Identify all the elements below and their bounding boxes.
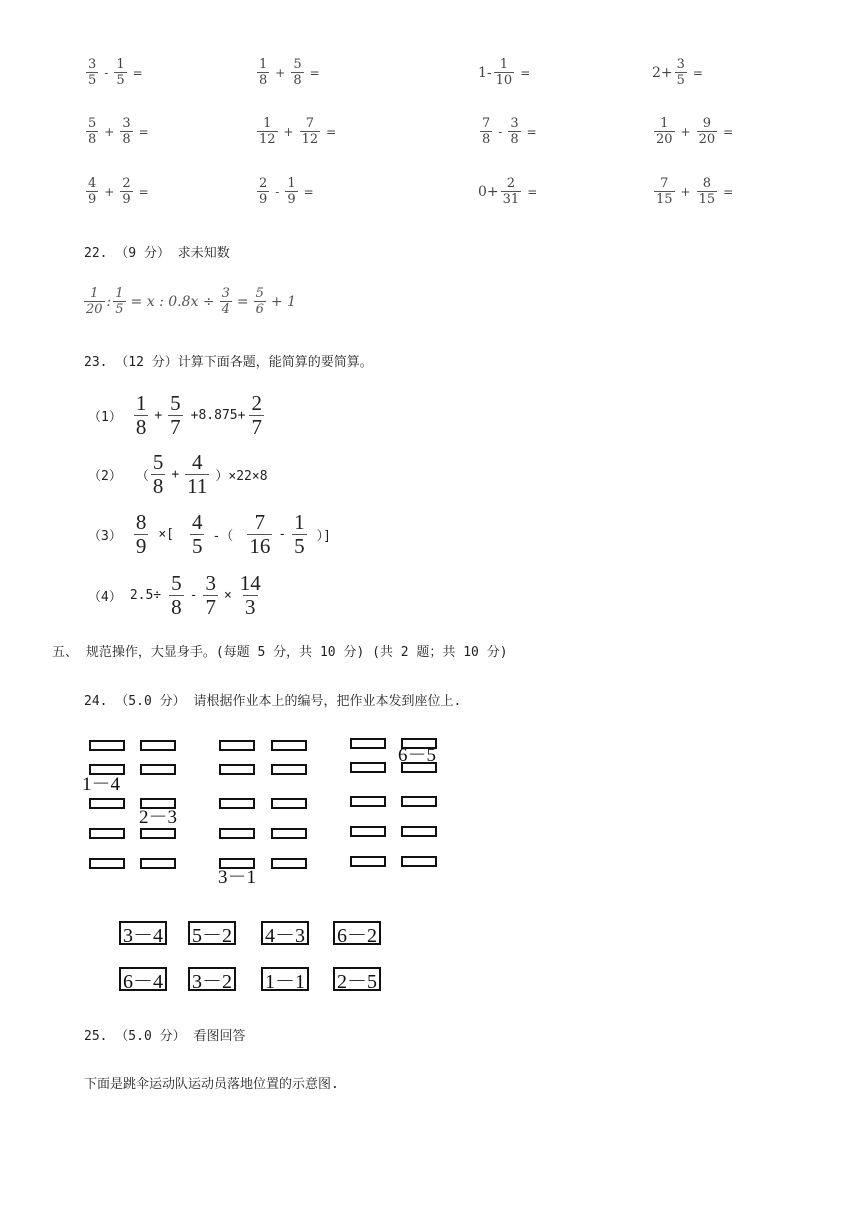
fraction: 4 9 (88, 176, 97, 207)
fraction: $\frac{7}{12}$ (301, 116, 319, 147)
fraction: 1 20 (656, 116, 673, 147)
operator: + (275, 65, 286, 80)
operator: + (680, 184, 691, 199)
fraction: $\frac{2}{31}$ (502, 176, 520, 207)
equals-sign: = (723, 124, 734, 139)
equals-sign: = (326, 124, 337, 139)
desk (219, 798, 255, 809)
homework-book: 6－2 (333, 921, 381, 945)
q22-header: 22. （9 分） 求未知数 (84, 246, 230, 261)
equals-sign: = (132, 65, 143, 80)
operator: + (104, 124, 115, 139)
fraction: $\frac{3}{5}$ (676, 57, 685, 88)
fraction: 2 9 (259, 176, 268, 207)
section-5-header: 五、 规范操作，大显身手。(每题 5 分，共 10 分) (共 2 题；共 10 分) (52, 645, 508, 660)
desk (350, 796, 386, 807)
homework-book: 1－1 (261, 967, 309, 991)
q23-part-4: （4） 2.5÷ $\frac{5}{8}$ - $\frac{3}{7}$ × $\frac{14}{3}$ (88, 571, 261, 619)
equals-sign: = (723, 184, 734, 199)
fraction: 1 12 (259, 116, 276, 147)
equals-sign: = (303, 184, 314, 199)
fraction-exercise (84, 58, 147, 87)
homework-book: 6－4 (119, 967, 167, 991)
fraction-exercise (652, 117, 737, 146)
operator: - (498, 124, 503, 139)
fraction: 1 8 (259, 57, 268, 88)
lead-term: 0+ (478, 183, 499, 200)
q25-text: 下面是跳伞运动队运动员落地位置的示意图. (84, 1077, 339, 1092)
fraction: $\frac{3}{8}$ (122, 116, 131, 147)
desk (89, 828, 125, 839)
equals-sign: = (309, 65, 320, 80)
q25-header: 25. （5.0 分） 看图回答 (84, 1029, 246, 1044)
desk (401, 796, 437, 807)
operator: - (104, 65, 109, 80)
desk (89, 740, 125, 751)
equals-sign: = (138, 124, 149, 139)
fraction: $\frac{1}{5}$ (115, 286, 124, 317)
homework-book: 3－4 (119, 921, 167, 945)
desk (271, 798, 307, 809)
q24-header: 24. （5.0 分） 请根据作业本上的编号，把作业本发到座位上. (84, 694, 462, 709)
desk (350, 738, 386, 749)
fraction: 7 15 (656, 176, 673, 207)
fraction: 1 20 (86, 286, 103, 317)
homework-book: 2－5 (333, 967, 381, 991)
equals-sign: = (692, 65, 703, 80)
desk (140, 764, 176, 775)
desk (89, 858, 125, 869)
fraction-exercise (84, 177, 153, 206)
equals-sign: = (138, 184, 149, 199)
operator: - (275, 184, 280, 199)
seat-label: 1－4 (82, 774, 121, 795)
fraction: $\frac{1}{10}$ (495, 57, 513, 88)
homework-book: 4－3 (261, 921, 309, 945)
fraction-exercise (478, 177, 541, 206)
fraction-exercise (255, 117, 340, 146)
homework-book: 3－2 (188, 967, 236, 991)
desk (401, 856, 437, 867)
fraction: $\frac{1}{5}$ (116, 57, 125, 88)
desk (140, 740, 176, 751)
equals-sign: = (526, 124, 537, 139)
desk (140, 858, 176, 869)
fraction: $\frac{1}{9}$ (287, 176, 296, 207)
seat-label: 2－3 (139, 807, 178, 828)
seat-label: 6－5 (398, 745, 437, 766)
fraction: $\frac{3}{4}$ (221, 286, 230, 317)
fraction-exercise (478, 58, 534, 87)
fraction: $\frac{5}{8}$ (293, 57, 302, 88)
fraction: 7 8 (482, 116, 491, 147)
desk (219, 828, 255, 839)
fraction: $\frac{3}{8}$ (510, 116, 519, 147)
fraction: 5 8 (88, 116, 97, 147)
fraction: 3 5 (88, 57, 97, 88)
desk (140, 828, 176, 839)
desk (401, 826, 437, 837)
desk (271, 764, 307, 775)
q22-equation: 1 20 : $\frac{1}{5}$ = x : 0.8x ÷ $\frac{3}{4}$ = $\frac{5}{6}$ + 1 (86, 286, 296, 317)
desk (350, 826, 386, 837)
fraction-exercise (652, 58, 707, 87)
fraction-exercise (478, 117, 541, 146)
operator: + (680, 124, 691, 139)
fraction: $\frac{9}{20}$ (698, 116, 716, 147)
desk (271, 828, 307, 839)
fraction-exercise (652, 177, 737, 206)
desk (89, 798, 125, 809)
fraction: $\frac{8}{15}$ (698, 176, 716, 207)
fraction-exercise (255, 177, 318, 206)
fraction: $\frac{5}{6}$ (255, 286, 264, 317)
operator: + (104, 184, 115, 199)
equals-sign: = (520, 65, 531, 80)
q23-header: 23. （12 分）计算下面各题，能简算的要简算。 (84, 355, 373, 370)
fraction-exercise (255, 58, 324, 87)
desk (350, 762, 386, 773)
desk (219, 740, 255, 751)
lead-term: 1- (478, 64, 492, 81)
equals-sign: = (527, 184, 538, 199)
desk (350, 856, 386, 867)
desk (271, 858, 307, 869)
q23-part-2: （2） （ 5 8 + $\frac{4}{11}$ ）×22×8 (88, 450, 268, 498)
operator: + (283, 124, 294, 139)
lead-term: 2+ (652, 64, 673, 81)
desk (271, 740, 307, 751)
q23-part-1: （1） 1 8 + $\frac{5}{7}$ +8.875+ $\frac{2}{7}$ (88, 391, 262, 439)
homework-book: 5－2 (188, 921, 236, 945)
desk (219, 764, 255, 775)
fraction-exercise (84, 117, 153, 146)
fraction: $\frac{2}{9}$ (122, 176, 131, 207)
seat-label: 3－1 (218, 867, 257, 888)
q23-part-3: （3） $\frac{8}{9}$ ×[ 4 5 -（ 7 16 - 1 5 ）] (88, 510, 331, 558)
